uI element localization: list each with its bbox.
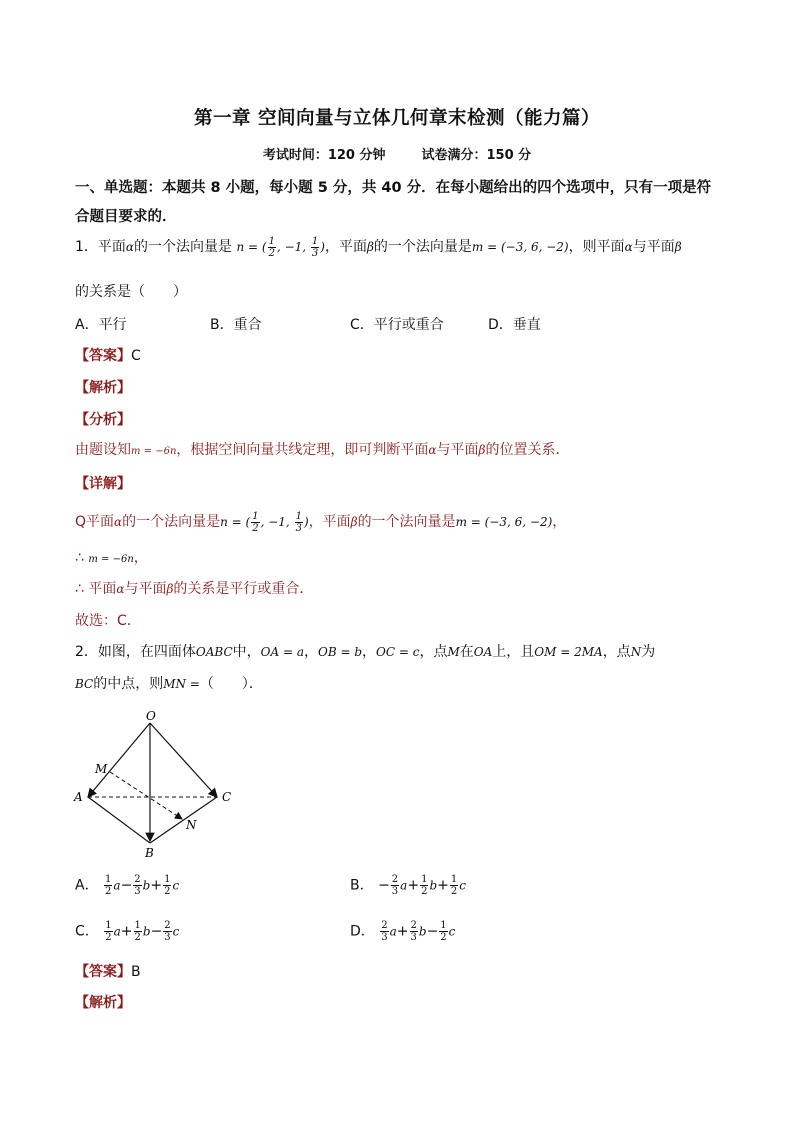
q1-detail-line2: ∴ m = −6n， [75,550,148,566]
q2-line1: 2．如图，在四面体OABC中，OA = a，OB = b，OC = c，点M在OA上，且OM = 2MA，点N为 [75,644,656,660]
q1-option-d: D．垂直 [488,317,541,333]
q1-detail-line3: ∴ 平面α与平面β的关系是平行或重合． [75,581,314,597]
page-title: 第一章 空间向量与立体几何章末检测（能力篇） [194,108,600,129]
exam-info [0,144,794,163]
q1-vector-m: m = (−3, 6, −2) [471,240,569,254]
edge-oc [150,723,217,797]
q1-answer: 【答案】C [75,348,141,364]
label-b: B [145,846,154,860]
segment-mn [110,772,182,819]
q1-detail-line1: Q平面α的一个法向量是n = ( $\frac{1}{2}$ , −1, $\frac{1}{3}$ )，平面β的一个法向量是m = (−3, 6, −2)， [75,511,567,534]
q1-option-c: C．平行或重合 [350,317,444,333]
q1-choose: 故选：C． [75,613,141,629]
section-heading: 一、单选题：本题共 8 小题，每小题 5 分，共 40 分．在每小题给出的四个选项中，只有一项是符合题目要求的． [75,180,712,225]
q1-detail-tag: 【详解】 [75,476,131,492]
fraction: $\frac{1}{2}$ [268,236,275,259]
q2-option-c: C． $\frac{1}{2}$ a+ $\frac{1}{2}$ b− $\frac{2}{3}$ c [75,920,180,943]
full-score: 试卷满分：150 分 [421,148,532,163]
q2-answer: 【答案】B [75,964,141,980]
exam-time: 考试时间：120 分钟 [262,148,386,163]
q1-analysis-tag: 【解析】 [75,380,131,396]
tetrahedron-figure [70,705,250,865]
q2-line2: BC的中点，则MN =（ ）． [75,676,263,692]
edge-oa [88,723,150,797]
edge-cb [150,797,217,843]
label-m: M [95,762,108,776]
q1-fenxi-text: 由题设知m = −6n，根据空间向量共线定理，即可判断平面α与平面β的位置关系． [75,442,570,458]
fraction: $\frac{1}{2}$ [252,511,259,534]
label-o: O [146,709,156,723]
q1-option-a: A．平行 [75,317,127,333]
q2-option-b: B． − $\frac{2}{3}$ a+ $\frac{1}{2}$ b+ $\frac{1}{2}$ c [350,874,466,897]
label-c: C [222,790,232,804]
q1-line2: 的关系是（ ） [75,284,187,300]
q1-line1: 1．平面α的一个法向量是 n = ( $\frac{1}{2}$ , −1, $\frac{1}{3}$ )，平面β的一个法向量是m = (−3, 6, −2)，则平面α与平面β [75,236,682,259]
q2-analysis-tag: 【解析】 [75,995,131,1011]
q2-option-d: D． $\frac{2}{3}$ a+ $\frac{2}{3}$ b− $\frac{1}{2}$ c [350,920,456,943]
fraction: $\frac{1}{3}$ [295,511,302,534]
label-a: A [74,790,83,804]
edge-ab [88,797,150,843]
q2-option-a: A． $\frac{1}{2}$ a− $\frac{2}{3}$ b+ $\frac{1}{2}$ c [75,874,180,897]
q1-vector-n: n = ( $\frac{1}{2}$ , −1, $\frac{1}{3}$ ) [236,236,325,259]
q1-option-b: B．重合 [210,317,262,333]
label-n: N [186,818,197,832]
fraction: $\frac{1}{3}$ [311,236,319,259]
q1-fenxi-tag: 【分析】 [75,412,131,428]
